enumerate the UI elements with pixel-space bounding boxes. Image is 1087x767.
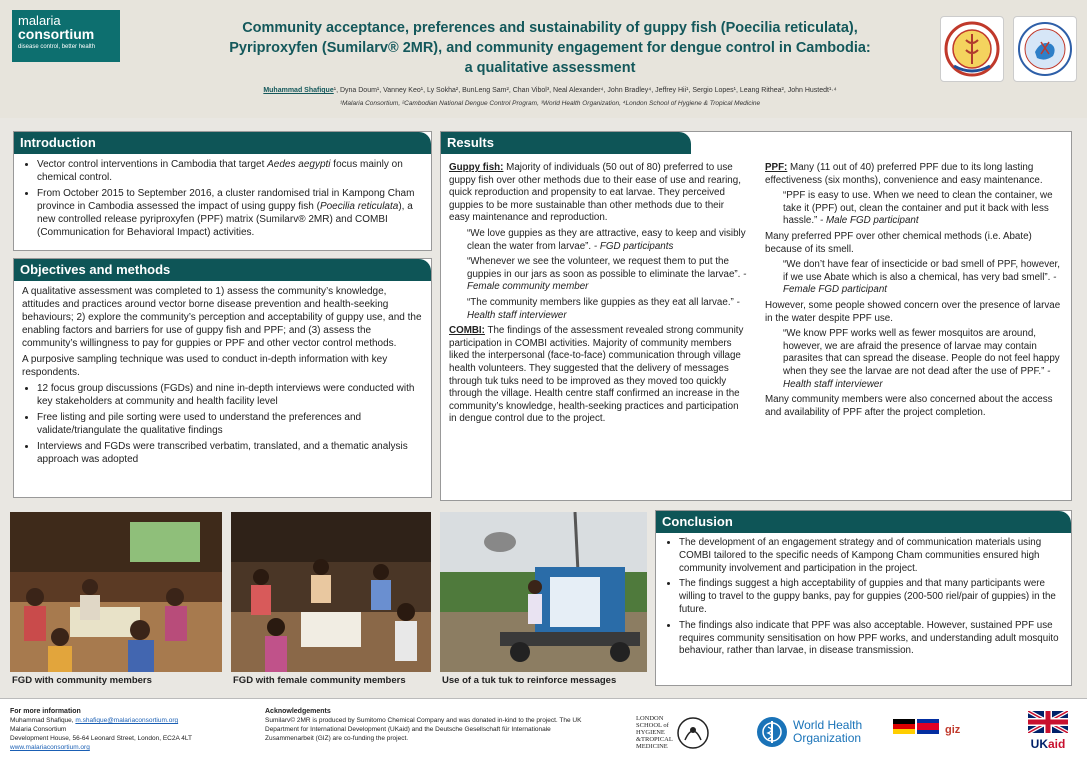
other-authors: ¹, Dyna Doum¹, Vanney Keo¹, Ly Sokha², BunLeng Sam², Chan Vibol³, Neal Alexander⁴, John Bradley⁴, Jeffrey Hii¹, Sergio Lopes¹, Leang Rithea², John Hustedt¹·⁴ (333, 87, 837, 94)
health-ministry-emblem (940, 16, 1004, 82)
logo-line2: consortium (18, 26, 95, 42)
first-author: Muhammad Shafique (263, 87, 334, 94)
conclusion-bullet: • The development of an engagement strategy and of communication materials using COMBI tailored to the specific needs of Kampong Cham communities ensured high community involvement and participation in the project. (679, 537, 1063, 575)
acknowledgements (265, 707, 585, 743)
ack-text: Sumilarv© 2MR is produced by Sumitomo Chemical Company and was donated in-kind to the project. The UK Department for International Development (UKaid) and the Deutsche Gesellschaft für Internationale Zusammenarbeit (GIZ) are co-funding the project. (265, 717, 582, 742)
who-name-line1: World Health (793, 718, 863, 732)
poster-footer (0, 698, 1087, 767)
who-name-line2: Organization (793, 731, 862, 745)
affiliations: ¹Malaria Consortium, ²Cambodian National Dengue Control Program, ³World Health Organization, ⁴London School of Hygiene & Tropical Medicine (339, 100, 761, 107)
who-emblem-icon (755, 715, 789, 749)
guppy-text: Majority of individuals (50 out of 80) preferred to use guppy fish over other methods due to their ease of use and rearing, quick reproduction and propensity to eat larvae. They perceived guppies to be more sustainable than other methods due to their easy maintenance and reproduction. (449, 162, 741, 224)
quote-6-source: - Health staff interviewer (783, 365, 1051, 390)
author-list (180, 87, 920, 94)
flags-icon (893, 715, 941, 745)
contact-info (10, 707, 250, 752)
intro-bullet-1 (37, 158, 423, 184)
quote-3-source: - Health staff interviewer (467, 296, 740, 321)
objectives-para-1: A qualitative assessment was completed to 1) assess the community’s knowledge, attitudes and practices around vector borne disease prevention and health-seeking behaviours; 2) explore the community’s perception and acceptability of guppy use, and the enabling factors and barriers for use of guppy fish and PPF; and (3) assess the community’s willingness to pay for guppies or PPF and other vector control methods. (22, 286, 422, 349)
lshtm-logo (636, 715, 710, 750)
contact-name: Muhammad Shafique, (10, 717, 74, 724)
more-info-heading: For more information (10, 708, 81, 715)
ppf-para-2: Many preferred PPF over other chemical methods (i.e. Abate) because of its smell. (765, 230, 1032, 255)
conclusion-panel (655, 510, 1072, 686)
title-line1: Community acceptance, preferences and sustainability of guppy fish (Poecilia reticulata), (242, 20, 858, 36)
objectives-panel (13, 258, 432, 498)
quote-1-source: - FGD participants (591, 240, 674, 252)
quote-4-source: - Male FGD participant (817, 215, 919, 227)
ppf-text: Many (11 out of 40) preferred PPF due to its long lasting effectiveness (six months), convenience and easy maintenance. (765, 162, 1043, 186)
ukaid-logo (1028, 711, 1068, 751)
quote-4 (765, 190, 1063, 228)
intro-bullet-1-species: Aedes aegypti (267, 159, 331, 170)
logo-line1: malaria (18, 13, 61, 28)
quote-1 (449, 228, 747, 253)
lshtm-line: &TROPICAL (636, 736, 673, 743)
title-line3: a qualitative assessment (464, 60, 636, 76)
quote-2 (449, 256, 747, 294)
photo-caption-1: FGD with community members (12, 675, 152, 686)
ack-heading: Acknowledgements (265, 708, 331, 715)
quote-2-text: “Whenever we see the volunteer, we request them to put the guppies in our jars as soon as possible to eliminate the larvae”. (467, 256, 741, 280)
intro-bullet-1-text-b: focus mainly on chemical control. (37, 159, 403, 183)
intro-bullet-2-text-a: From October 2015 to September 2016, a cluster randomised trial in Kampong Cham province in Cambodia assessed the impact of using guppy fish ( (37, 188, 415, 212)
photo-tuk-tuk (440, 512, 647, 672)
photo-fgd-female (231, 512, 431, 672)
photo-fgd-community (10, 512, 222, 672)
contact-address: Development House, 56-64 Leonard Street, London, EC2A 4LT (10, 735, 192, 742)
ppf-para-3: However, some people showed concern over the presence of larvae in the water despite PPF use. (765, 299, 1061, 324)
dengue-program-emblem (1013, 16, 1077, 82)
quote-6 (765, 328, 1063, 391)
contact-org: Malaria Consortium (10, 726, 67, 733)
intro-bullet-2 (37, 187, 423, 239)
lshtm-line: LONDON (636, 715, 664, 722)
lshtm-line: MEDICINE (636, 743, 668, 750)
guppy-label: Guppy fish: (449, 162, 504, 173)
lshtm-line: HYGIENE (636, 729, 665, 736)
conclusion-bullet: • The findings also indicate that PPF was also acceptable. However, sustained PPF use requires community sensitisation on how PPF works, and understanding adult mosquito behaviour, rather than larvae, in disease transmission. (679, 620, 1063, 658)
malaria-consortium-logo (12, 10, 120, 62)
union-jack-icon (1028, 711, 1068, 733)
poster-header (0, 0, 1087, 118)
giz-logo (893, 715, 960, 745)
website-link[interactable]: www.malariaconsortium.org (10, 744, 90, 751)
ppf-para-4: Many community members were also concerned about the access and availability of PPF after the project completion. (765, 394, 1053, 418)
objectives-heading: Objectives and methods (14, 259, 431, 281)
results-right-column (757, 158, 1071, 426)
quote-4-text: “PPF is easy to use. When we need to clean the container, we take it (PPF) out, clean the container and put it back with less hassle.” (783, 190, 1053, 227)
title-line2: Pyriproxyfen (Sumilarv® 2MR), and community engagement for dengue control in Cambodia: (229, 40, 871, 56)
conclusion-bullet: • The findings suggest a high acceptability of guppies and that many participants were willing to travel to the guppy banks, pay for guppies (200-500 riel/pair of guppies) in the future. (679, 578, 1063, 616)
introduction-heading: Introduction (14, 132, 431, 154)
methods-bullet: • Interviews and FGDs were transcribed verbatim, translated, and a thematic analysis approach was adopted (37, 440, 423, 466)
poster-title (200, 18, 900, 78)
quote-6-text: “We know PPF works well as fewer mosquitos are around, however, we are afraid the presence of larvae may contain parasites that can spread the disease. People do not feel happy when they see the larvae are not dead after the use of PPF.” (783, 328, 1060, 377)
photo-caption-3: Use of a tuk tuk to reinforce messages (442, 675, 617, 686)
intro-bullet-2-species: Poecilia reticulata (319, 201, 399, 212)
lshtm-crest-icon (676, 716, 710, 750)
ukaid-aid: aid (1048, 737, 1066, 751)
giz-wordmark: giz (945, 724, 961, 736)
methods-bullet: • Free listing and pile sorting were used to understand the preferences and validate/triangulate the qualitative findings (37, 411, 423, 437)
introduction-panel (13, 131, 432, 251)
objectives-para-2: A purposive sampling technique was used to conduct in-depth information with key respondents. (22, 354, 388, 378)
quote-2-source: - Female community member (467, 268, 747, 293)
results-left-column (441, 158, 755, 433)
results-panel (440, 131, 1072, 501)
quote-5-source: - Female FGD participant (783, 271, 1057, 296)
ukaid-uk: UK (1030, 737, 1048, 751)
who-logo (755, 715, 862, 749)
quote-3-text: “The community members like guppies as they eat all larvae.” (467, 296, 734, 308)
quote-3 (449, 297, 747, 322)
quote-1-text: “We love guppies as they are attractive, easy to keep and visibly clean the water from larvae”. (467, 227, 746, 252)
quote-5 (765, 259, 1063, 297)
contact-email-link[interactable]: m.shafique@malariaconsortium.org (75, 717, 179, 724)
photo-caption-2: FGD with female community members (233, 675, 406, 686)
combi-text: The findings of the assessment revealed strong community participation in COMBI activities. Majority of community members liked the interpersonal (face-to-face) communication through village health volunteers. They suggested that the delivery of messages through tuk tuks need to be improved as they moved too quickly through the village. Health centre staff confirmed an increase in the community’s knowledge, health-seeking practices and participation in dengue control due to the project. (449, 325, 744, 425)
lshtm-line: SCHOOL of (636, 722, 669, 729)
ppf-label: PPF: (765, 162, 788, 173)
intro-bullet-2-text-b: ), a new controlled release pyriproxyfen (PPF) matrix (Sumilarv® 2MR) and COMBI (Communication for Behavioral Impact) activities. (37, 201, 413, 238)
quote-5-text: “We don’t have fear of insecticide or bad smell of PPF, however, if we use Abate which is also a chemical, has very bad smell”. (783, 259, 1060, 283)
results-heading: Results (441, 132, 691, 154)
conclusion-heading: Conclusion (656, 511, 1071, 533)
intro-bullet-1-text-a: Vector control interventions in Cambodia that target (37, 159, 268, 170)
logo-tagline: disease control, better health (18, 44, 96, 50)
combi-label: COMBI: (449, 325, 485, 337)
methods-bullet: • 12 focus group discussions (FGDs) and nine in-depth interviews were conducted with key stakeholders at community and health facility level (37, 382, 423, 408)
